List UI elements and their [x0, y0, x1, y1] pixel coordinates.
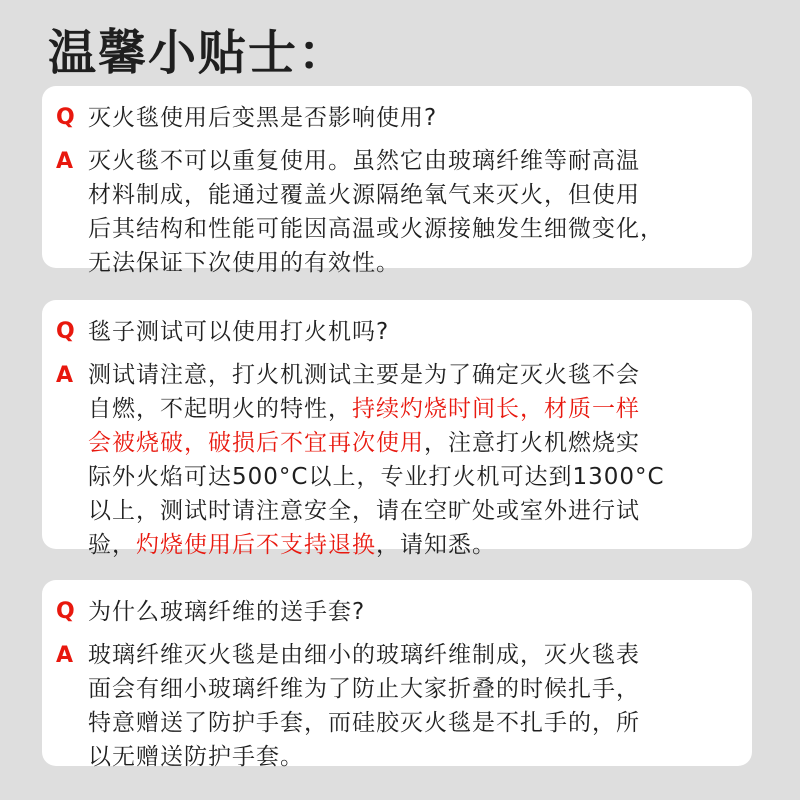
- question-marker: Q: [56, 599, 75, 624]
- question-row: [42, 594, 752, 630]
- answer-text: [88, 358, 748, 562]
- faq-card: [42, 580, 752, 770]
- answer-line: [88, 426, 748, 460]
- answer-segment: 自燃，不起明火的特性，: [88, 396, 352, 422]
- answer-line: 测试请注意，打火机测试主要是为了确定灭火毯不会: [88, 362, 640, 388]
- highlighted-warning: 持续灼烧时间长，材质一样: [352, 396, 640, 422]
- answer-marker: A: [56, 149, 74, 174]
- answer-line: 以上，测试时请注意安全，请在空旷处或室外进行试: [88, 498, 640, 524]
- answer-segment: 验，: [88, 532, 136, 558]
- highlighted-warning: 灼烧使用后不支持退换: [136, 532, 376, 558]
- answer-line: 特意赠送了防护手套，而硅胶灭火毯是不扎手的，所: [88, 710, 640, 736]
- faq-card: [42, 86, 752, 276]
- faq-card: [42, 300, 752, 558]
- answer-marker: A: [56, 643, 74, 668]
- answer-line: 材料制成，能通过覆盖火源隔绝氧气来灭火，但使用: [88, 182, 640, 208]
- answer-text: [88, 144, 748, 280]
- answer-line: 无法保证下次使用的有效性。: [88, 250, 400, 276]
- answer-marker: A: [56, 363, 74, 388]
- answer-segment: ，请知悉。: [376, 532, 496, 558]
- page-title: 温馨小贴士：: [48, 25, 349, 81]
- question-text: 灭火毯使用后变黑是否影响使用?: [88, 105, 438, 131]
- question-row: [42, 314, 752, 350]
- question-marker: Q: [56, 319, 75, 344]
- question-row: [42, 100, 752, 136]
- answer-line: 面会有细小玻璃纤维为了防止大家折叠的时候扎手，: [88, 676, 640, 702]
- answer-line: [88, 528, 748, 562]
- question-text: 毯子测试可以使用打火机吗?: [88, 319, 390, 345]
- answer-line: [88, 392, 748, 426]
- answer-line: 后其结构和性能可能因高温或火源接触发生细微变化，: [88, 216, 664, 242]
- answer-line: 际外火焰可达500°C以上，专业打火机可达到1300°C: [88, 464, 665, 490]
- answer-line: 以无赠送防护手套。: [88, 744, 304, 770]
- answer-segment: ，注意打火机燃烧实: [424, 430, 640, 456]
- question-marker: Q: [56, 105, 75, 130]
- answer-line: 玻璃纤维灭火毯是由细小的玻璃纤维制成，灭火毯表: [88, 642, 640, 668]
- answer-line: 灭火毯不可以重复使用。虽然它由玻璃纤维等耐高温: [88, 148, 640, 174]
- highlighted-warning: 会被烧破，破损后不宜再次使用: [88, 430, 424, 456]
- answer-text: [88, 638, 748, 774]
- question-text: 为什么玻璃纤维的送手套?: [88, 599, 366, 625]
